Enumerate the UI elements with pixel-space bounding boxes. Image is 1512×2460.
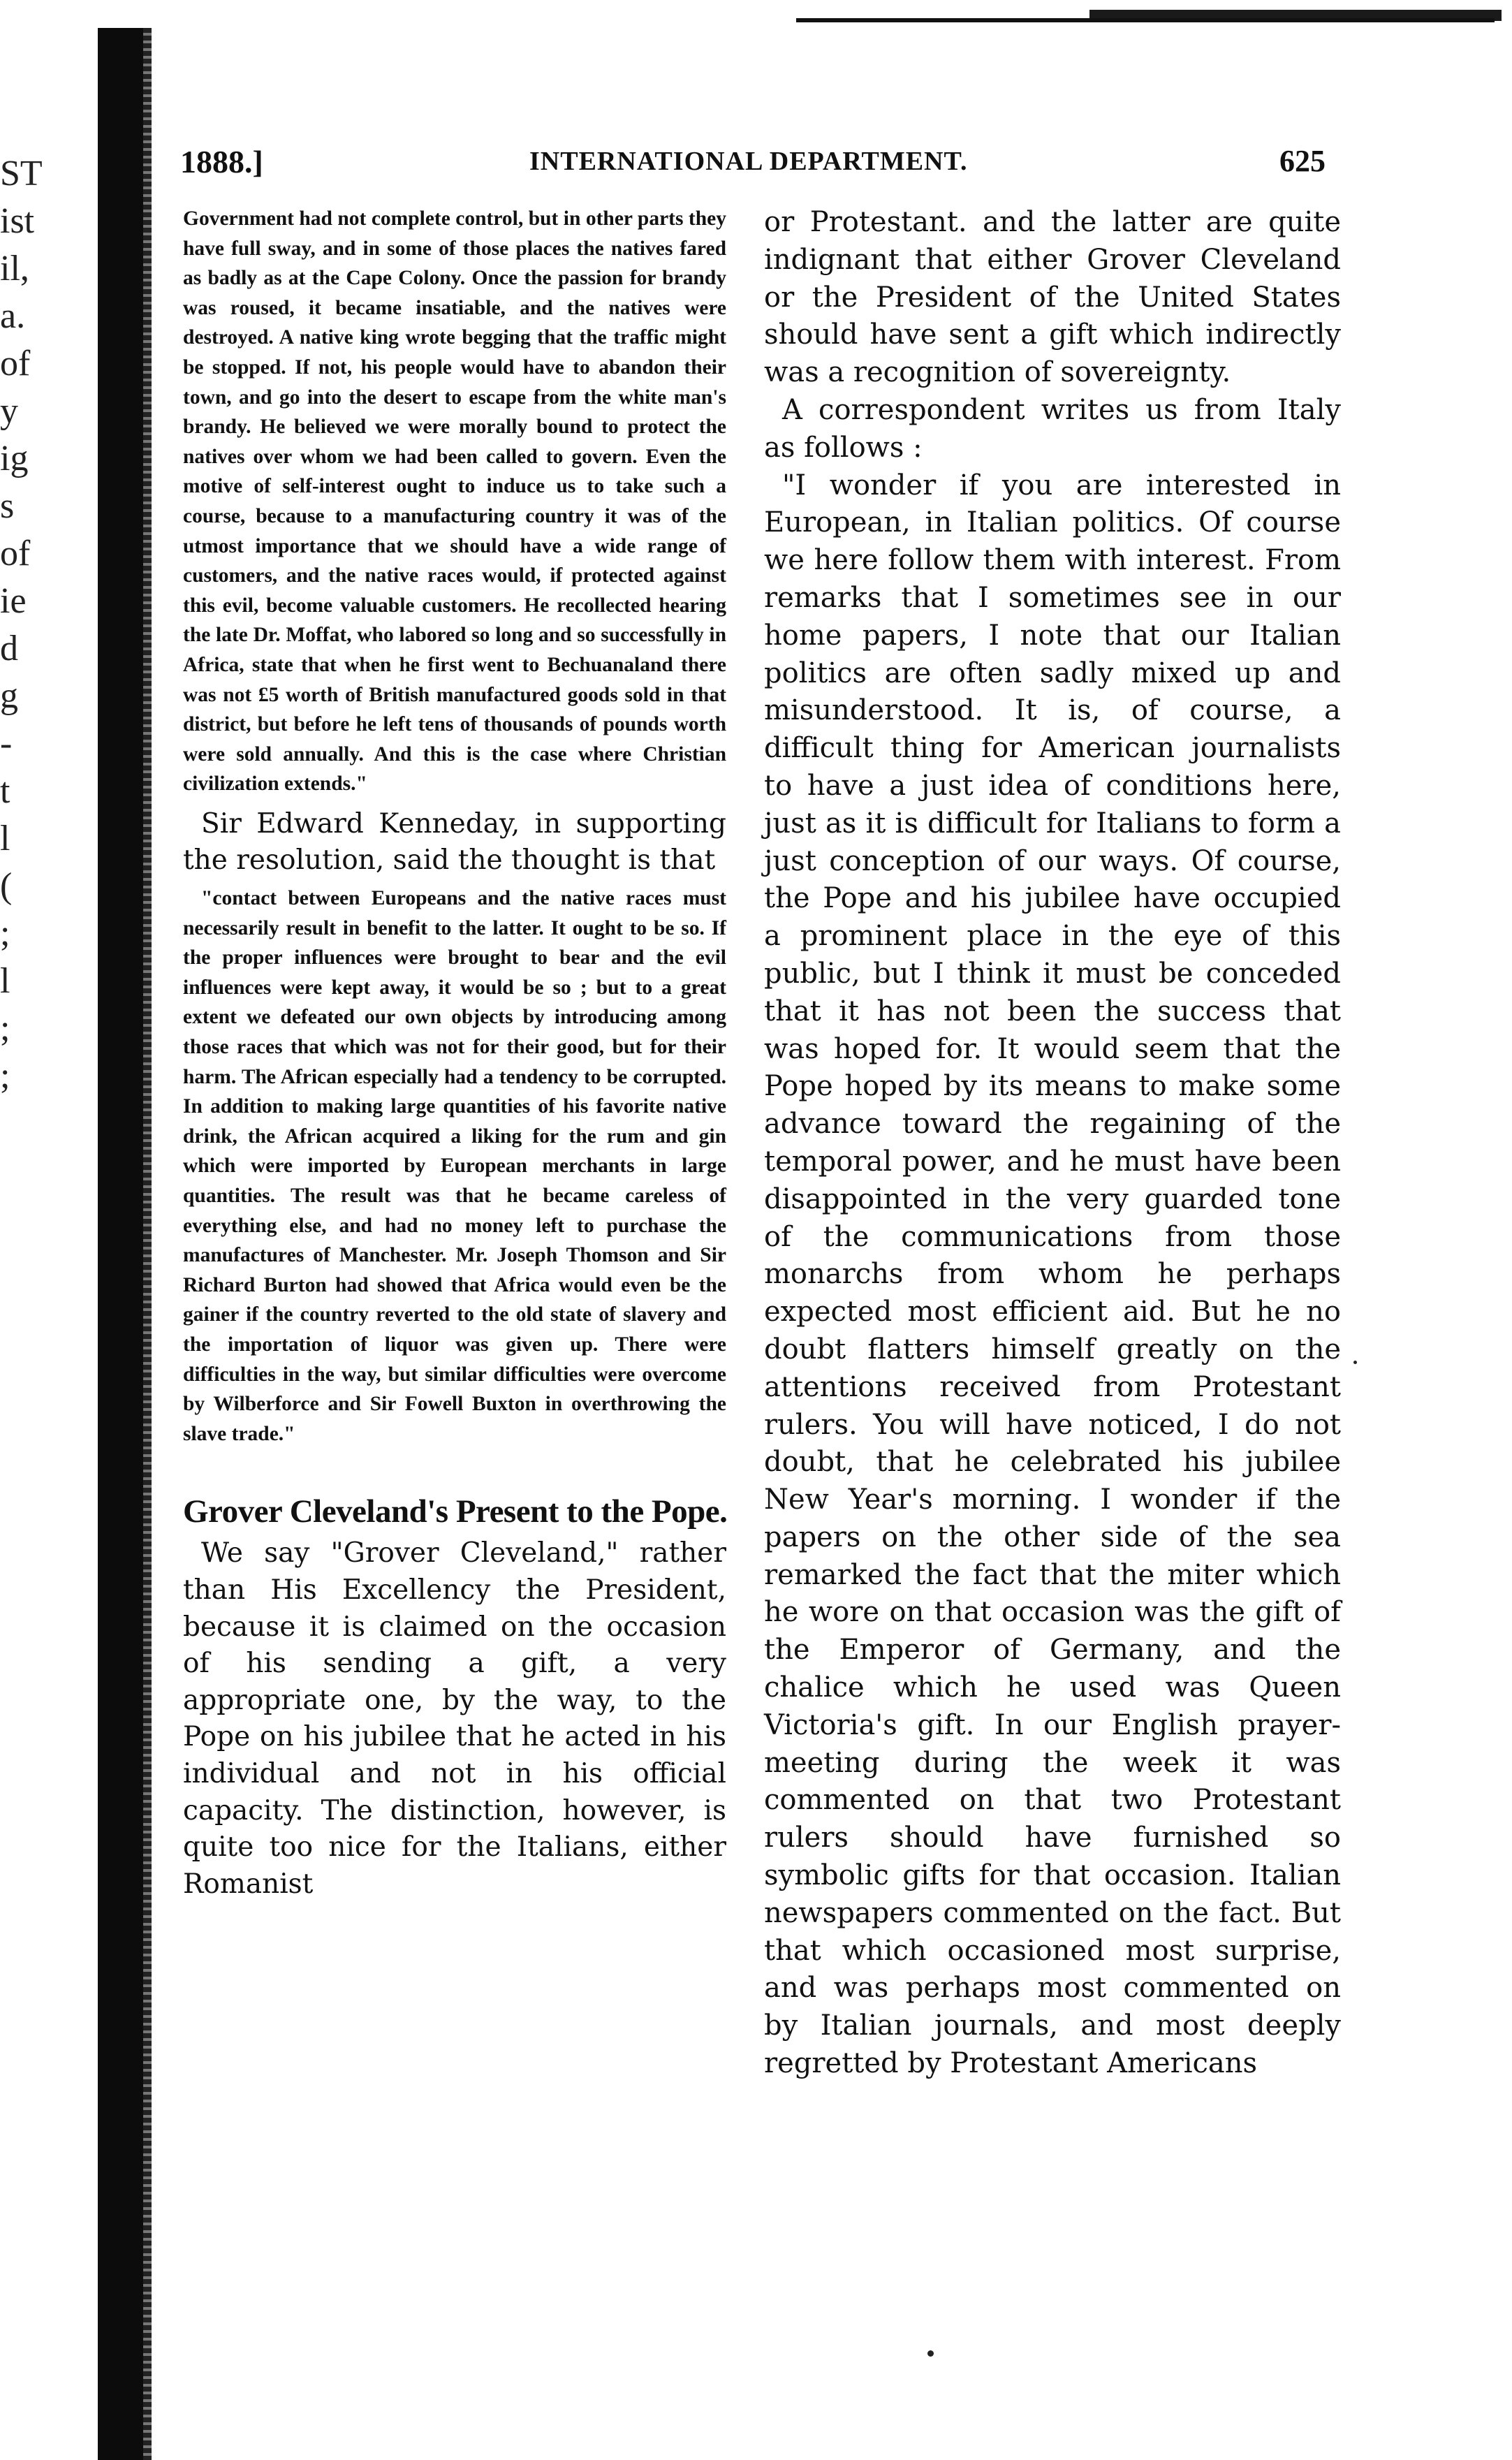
left-column: [183, 204, 726, 1903]
margin-fragment: -: [0, 724, 13, 763]
margin-fragment: y: [0, 391, 18, 431]
page-number: 625: [1279, 144, 1326, 178]
margin-fragment: ;: [0, 914, 10, 953]
body-paragraph: A correspondent writes us from Italy as follows :: [764, 393, 1341, 464]
article-headline: Grover Cleveland's Present to the Pope.: [183, 1493, 728, 1530]
margin-fragment: g: [0, 676, 18, 716]
margin-fragment: d: [0, 629, 18, 668]
body-paragraph: Sir Edward Kenneday, in supporting the resolution, said the thought is that: [183, 807, 726, 877]
book-spine-shadow: [98, 28, 147, 2460]
quoted-paragraph: "contact between Europeans and the native races must necessarily result in benefit to the latter. It ought to be so. If the proper influences were brought to bear and the evil influences were kept away, it would be so ; but to a great extent we defeated our own objects by introducing among those races that which was not for their good, but for their harm. The African especially had a tendency to be corrupted. In addition to making large quantities of his favorite native drink, the African acquired a liking for the rum and gin which were imported by European merchants in large quantities. The result was that he became careless of everything else, and had no money left to purchase the manufactures of Manchester. Mr. Joseph Thomson and Sir Richard Burton had showed that Africa would even be the gainer if the country reverted to the old state of slavery and the importation of liquor was given up. There were difficulties in the way, but similar difficulties were overcome by Wilberforce and Sir Fowell Buxton in overthrowing the slave trade.": [183, 887, 726, 1445]
margin-fragment: ;: [0, 1056, 10, 1096]
margin-fragment: a.: [0, 296, 26, 336]
margin-fragment: ig: [0, 439, 29, 478]
page-edge-line: [796, 18, 1495, 22]
margin-fragment: ist: [0, 201, 35, 241]
margin-fragment: ;: [0, 1009, 10, 1048]
quoted-paragraph: Government had not complete control, but in other parts they have full sway, and in some of those places the natives fared as badly as at the Cape Colony. Once the passion for brandy was roused, it became insatiable, and the natives were destroyed. A native king wrote begging that the traffic might be stopped. If not, his people would have to abandon their town, and go into the desert to escape from the white man's brandy. He believed we were morally bound to protect the natives over whom we had been called to govern. Even the motive of self-interest ought to induce us to take such a course, because to a manufacturing country it was of the utmost importance that we should have a wide range of customers, and the native races would, if protected against this evil, become valuable customers. He recollected hearing the late Dr. Moffat, who labored so long and so successfully in Africa, state that when he first went to Bechuanaland there was not £5 worth of British manufactured goods sold in that district, but before he left tens of thousands of pounds worth were sold annually. And this is the case where Christian civilization extends.": [183, 207, 726, 796]
ink-speck: [927, 2350, 934, 2357]
body-paragraph: We say "Grover Cleveland," rather than His Excellency the President, because it is claimed on the occasion of his sending a gift, a very appropriate one, by the way, to the Pope on his jubilee that he acted in his individual and not in his official capacity. The distinction, however, is quite too nice for the Italians, either Romanist: [183, 1537, 726, 1900]
margin-fragment: of: [0, 344, 31, 383]
running-header: [180, 143, 1326, 192]
facing-page-fragments: [0, 150, 49, 1100]
margin-fragment: (: [0, 866, 13, 906]
header-year: 1888.]: [180, 144, 263, 180]
spine-edge: [143, 28, 152, 2460]
body-paragraph: or Protestant. and the latter are quite indignant that either Grover Cleveland or the President of the United States should have sent a gift which indirectly was a recognition of sovereignty.: [764, 206, 1341, 389]
margin-fragment: t: [0, 771, 10, 811]
margin-fragment: ST: [0, 154, 43, 193]
margin-fragment: l: [0, 819, 10, 858]
margin-fragment: l: [0, 961, 10, 1001]
ink-speck: [1353, 1361, 1357, 1364]
header-title: INTERNATIONAL DEPARTMENT.: [529, 147, 968, 176]
margin-fragment: ie: [0, 581, 27, 621]
quoted-paragraph: "I wonder if you are interested in European, in Italian politics. Of course we here follow them with interest. From remarks that I sometimes see in our home papers, I note that our Italian politics are often sadly mixed up and misunderstood. It is, of course, a difficult thing for American journalists to have a just idea of conditions here, just as it is difficult for Italians to form a just conception of our ways. Of course, the Pope and his jubilee have occupied a prominent place in the eye of this public, but I think it must be conceded that it has not been the success that was hoped for. It would seem that the Pope hoped by its means to make some advance toward the regaining of the temporal power, and he must have been disappointed in the very guarded tone of the communications from those monarchs from whom he perhaps expected most efficient aid. But he no doubt flatters himself greatly on the attentions received from Protestant rulers. You will have noticed, I do not doubt, that he celebrated his jubilee New Year's morning. I wonder if the papers on the other side of the sea remarked the fact that the miter which he wore on that occasion was the gift of the Emperor of Germany, and the chalice which he used was Queen Victoria's gift. In our English prayer-meeting during the week it was commented on that two Protestant rulers should have furnished so symbolic gifts for that occasion. Italian newspapers commented on the fact. But that which occasioned most surprise, and was perhaps most commented on by Italian journals, and most deeply regretted by Protestant Americans: [764, 469, 1341, 2080]
right-column: [764, 204, 1341, 2083]
margin-fragment: s: [0, 486, 15, 526]
margin-fragment: of: [0, 534, 31, 573]
margin-fragment: il,: [0, 249, 29, 288]
